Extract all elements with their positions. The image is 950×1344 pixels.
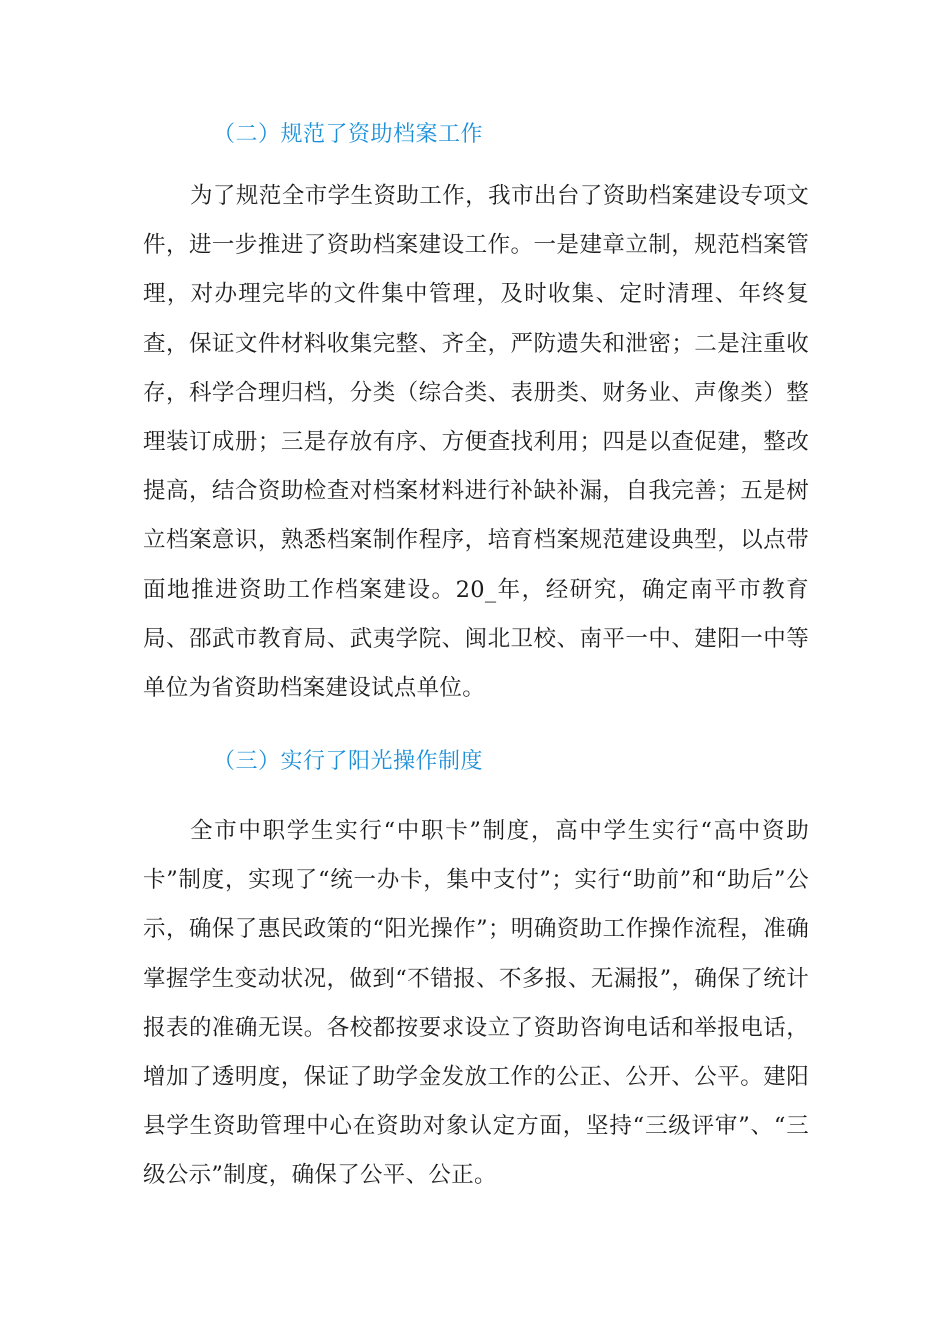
- section-heading-2: （二）规范了资助档案工作: [213, 122, 484, 147]
- section-body-2: 为了规范全市学生资助工作，我市出台了资助档案建设专项文件，进一步推进了资助档案建设工作。一是建章立制，规范档案管理，对办理完毕的文件集中管理，及时收集、定时清理、年终复查，保证文件材料收集完整、齐全，严防遗失和泄密；二是注重收存，科学合理归档，分类（综合类、表册类、财务业、声像类）整理装订成册；三是存放有序、方便查找利用；四是以查促建，整改提高，结合资助检查对档案材料进行补缺补漏，自我完善；五是树立档案意识，熟悉档案制作程序，培育档案规范建设典型，以点带面地推进资助工作档案建设。20_年，经研究，确定南平市教育局、邵武市教育局、武夷学院、闽北卫校、南平一中、建阳一中等单位为省资助档案建设试点单位。: [143, 183, 809, 702]
- section-heading-3: （三）实行了阳光操作制度: [213, 749, 484, 774]
- section-body-3: 全市中职学生实行“中职卡”制度，高中学生实行“高中资助卡”制度，实现了“统一办卡，集中支付”；实行“助前”和“助后”公示，确保了惠民政策的“阳光操作”；明确资助工作操作流程，准确掌握学生变动状况，做到“不错报、不多报、无漏报”，确保了统计报表的准确无误。各校都按要求设立了资助咨询电话和举报电话，增加了透明度，保证了助学金发放工作的公正、公开、公平。建阳县学生资助管理中心在资助对象认定方面，坚持“三级评审”、“三级公示”制度，确保了公平、公正。: [143, 818, 809, 1189]
